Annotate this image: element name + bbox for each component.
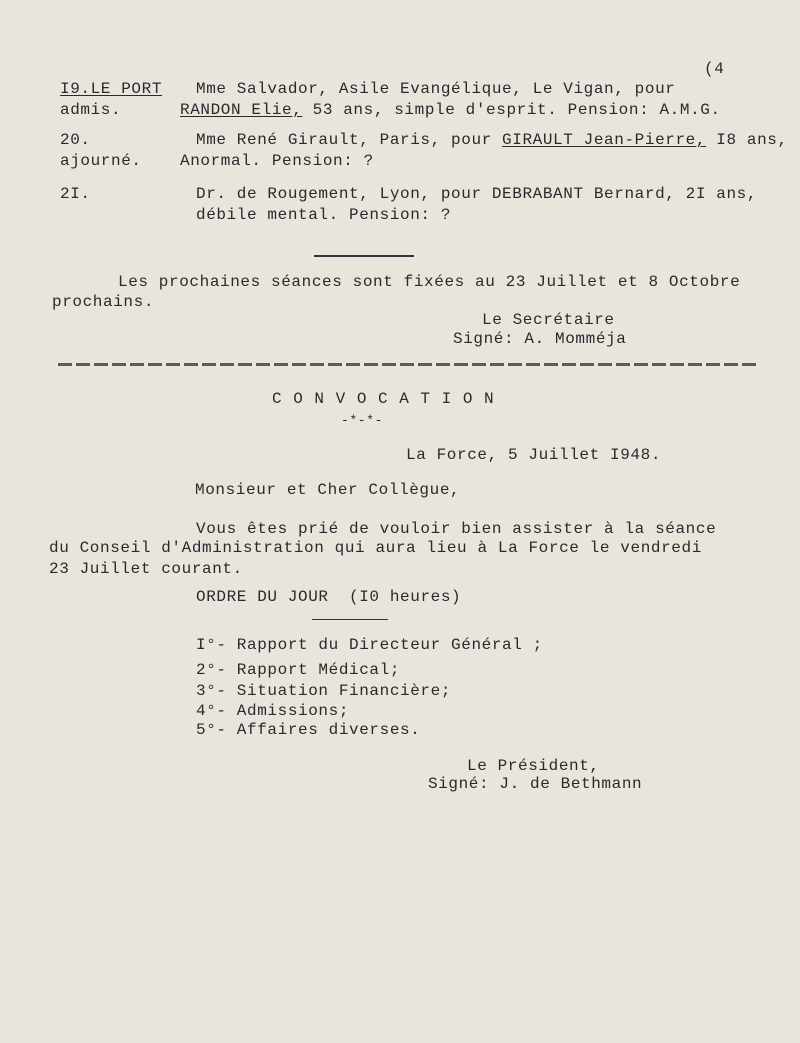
- body-line: 23 Juillet courant.: [49, 560, 243, 578]
- agenda-time: (I0 heures): [349, 588, 462, 606]
- separator: [314, 255, 414, 257]
- entry-line: Mme Salvador, Asile Evangélique, Le Vigan, pour: [196, 80, 676, 98]
- agenda-item: I°- Rapport du Directeur Général ;: [196, 636, 543, 654]
- entry-line: [196, 131, 788, 149]
- entry-details: I8 ans,: [706, 131, 788, 149]
- agenda-item: 4°- Admissions;: [196, 702, 350, 720]
- president-title: Le Président,: [467, 757, 600, 775]
- entry-number: 2I.: [60, 185, 91, 203]
- next-sessions-line: Les prochaines séances sont fixées au 23 Juillet et 8 Octobre: [118, 273, 741, 291]
- agenda-item: 3°- Situation Financière;: [196, 682, 452, 700]
- entry-line: débile mental. Pension: ?: [196, 206, 452, 224]
- place-date: La Force, 5 Juillet I948.: [406, 446, 662, 464]
- secretary-title: Le Secrétaire: [482, 311, 615, 329]
- entry-status: ajourné.: [60, 152, 142, 170]
- separator: [312, 619, 388, 620]
- entry-details: 53 ans, simple d'esprit. Pension: A.M.G.: [302, 101, 721, 119]
- entry-patient-name: GIRAULT Jean-Pierre,: [502, 131, 707, 149]
- next-sessions-line: prochains.: [52, 293, 155, 311]
- salutation: Monsieur et Cher Collègue,: [195, 481, 461, 499]
- section-divider: [58, 363, 758, 366]
- body-line: du Conseil d'Administration qui aura lieu à La Force le vendredi: [49, 539, 702, 557]
- page-number: (4: [704, 60, 725, 78]
- agenda-item: 2°- Rapport Médical;: [196, 661, 401, 679]
- agenda-item: 5°- Affaires diverses.: [196, 721, 421, 739]
- convocation-heading: C O N V O C A T I O N: [272, 390, 495, 408]
- entry-requester: Mme René Girault, Paris, pour: [196, 131, 503, 149]
- secretary-signature: Signé: A. Momméja: [453, 330, 627, 348]
- entry-line: [180, 101, 721, 119]
- president-signature: Signé: J. de Bethmann: [428, 775, 643, 793]
- entry-patient-name: RANDON Elie,: [180, 101, 303, 119]
- body-line: Vous êtes prié de vouloir bien assister à la séance: [196, 520, 717, 538]
- entry-line: Anormal. Pension: ?: [180, 152, 374, 170]
- entry-status: admis.: [60, 101, 122, 119]
- agenda-title: ORDRE DU JOUR: [196, 588, 329, 606]
- ornament: -*-*-: [341, 413, 384, 428]
- agenda-heading: [196, 588, 461, 606]
- entry-number: I9.LE PORT: [60, 80, 163, 98]
- entry-line: Dr. de Rougement, Lyon, pour DEBRABANT Bernard, 2I ans,: [196, 185, 758, 203]
- entry-number: 20.: [60, 131, 91, 149]
